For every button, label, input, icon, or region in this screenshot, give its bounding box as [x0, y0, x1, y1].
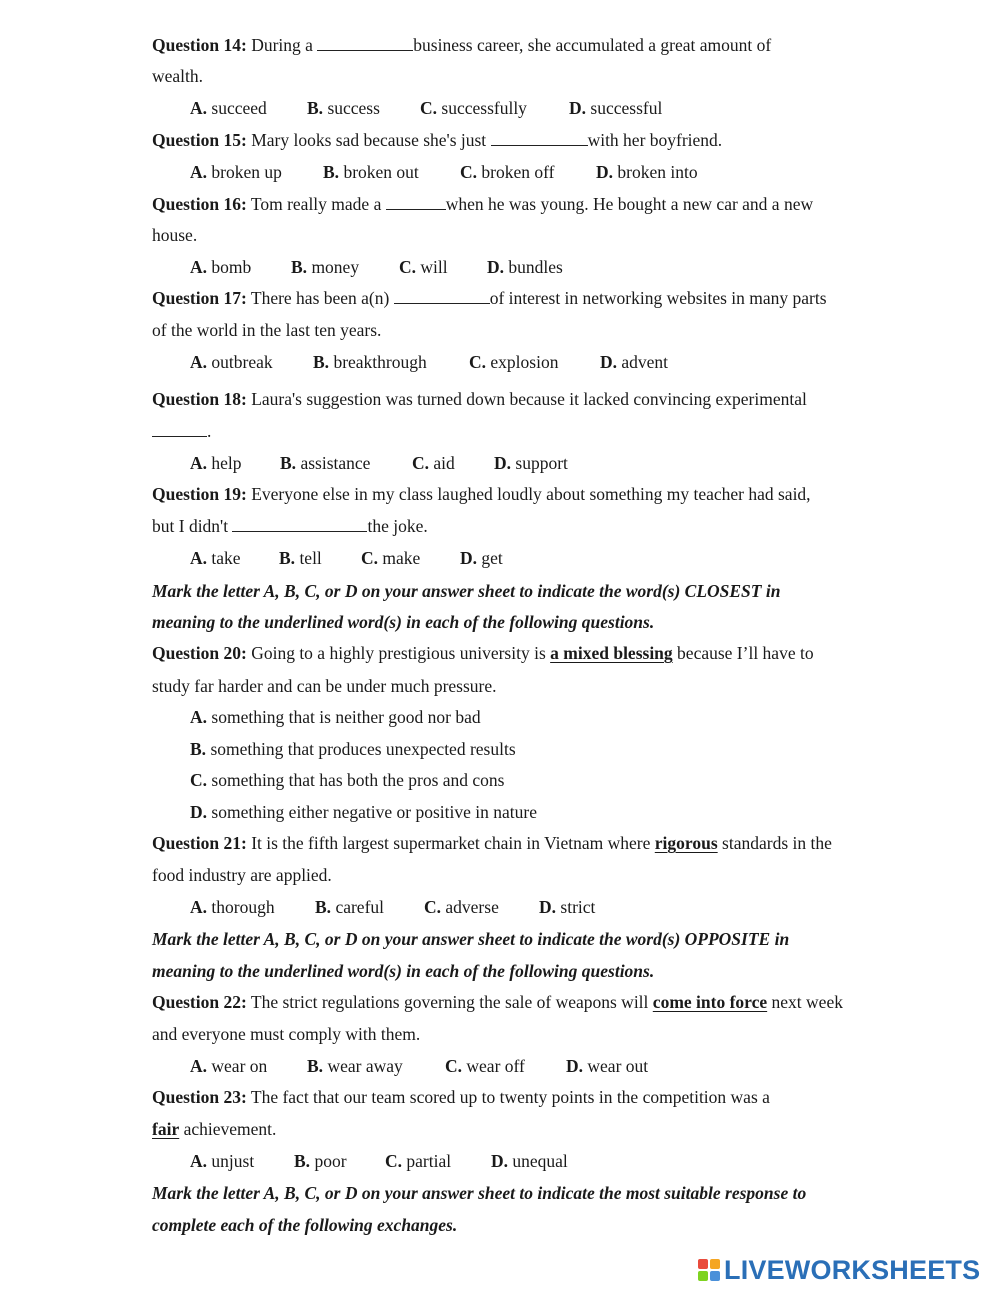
answer-blank[interactable] [386, 193, 446, 210]
question-21: Question 21: It is the fifth largest supermarket chain in Vietnam where rigorous standards in the [152, 833, 832, 853]
answer-blank[interactable] [152, 420, 207, 437]
option-d[interactable]: D. get [460, 548, 503, 568]
option-b[interactable]: B. money [291, 257, 360, 277]
option-b[interactable]: B. careful [315, 897, 385, 917]
liveworksheets-logo [698, 1255, 980, 1285]
option-b[interactable]: B. broken out [323, 162, 419, 182]
instruction-response-continued: complete each of the following exchanges. [152, 1215, 458, 1235]
option-d[interactable]: D. bundles [487, 257, 563, 277]
option-b[interactable]: B. something that produces unexpected results [190, 739, 516, 759]
option-c[interactable]: C. aid [412, 453, 455, 473]
question-22-continued: and everyone must comply with them. [152, 1024, 421, 1044]
question-23-continued: fair achievement. [152, 1119, 277, 1139]
question-label: Question 19: [152, 484, 247, 504]
underlined-phrase: come into force [652, 992, 768, 1012]
question-19-continued: but I didn't the joke. [152, 516, 428, 536]
option-a[interactable]: A. broken up [190, 162, 282, 182]
option-c[interactable]: C. successfully [420, 98, 527, 118]
option-a[interactable]: A. something that is neither good nor bad [190, 707, 481, 727]
option-b[interactable]: B. tell [279, 548, 322, 568]
option-d[interactable]: D. broken into [596, 162, 698, 182]
option-d[interactable]: D. strict [539, 897, 596, 917]
option-d[interactable]: D. successful [569, 98, 663, 118]
instruction-response: Mark the letter A, B, C, or D on your answer sheet to indicate the most suitable response to [152, 1183, 807, 1203]
question-18-continued: . [152, 420, 211, 442]
instruction-opposite: Mark the letter A, B, C, or D on your answer sheet to indicate the word(s) OPPOSITE in [152, 929, 790, 949]
logo-text: LIVEWORKSHEETS [724, 1254, 981, 1285]
option-d[interactable]: D. unequal [491, 1151, 568, 1171]
logo-mark-icon [698, 1259, 720, 1281]
question-15: Question 15: Mary looks sad because she's just with her boyfriend. [152, 130, 723, 150]
question-17-continued: of the world in the last ten years. [152, 320, 382, 340]
option-a[interactable]: A. take [190, 548, 241, 568]
question-label: Question 21: [152, 833, 247, 853]
option-b[interactable]: B. assistance [280, 453, 371, 473]
question-label: Question 16: [152, 194, 247, 214]
question-23: Question 23: The fact that our team scored up to twenty points in the competition was a [152, 1087, 770, 1107]
question-label: Question 20: [152, 643, 247, 663]
option-a[interactable]: A. succeed [190, 98, 267, 118]
option-c[interactable]: C. will [399, 257, 448, 277]
question-14: Question 14: During a business career, she accumulated a great amount of [152, 35, 772, 55]
option-a[interactable]: A. help [190, 453, 242, 473]
question-label: Question 17: [152, 288, 247, 308]
option-c[interactable]: C. broken off [460, 162, 555, 182]
answer-blank[interactable] [317, 34, 413, 51]
underlined-phrase: a mixed blessing [550, 643, 673, 663]
option-a[interactable]: A. outbreak [190, 352, 273, 372]
question-label: Question 15: [152, 130, 247, 150]
question-20-continued: study far harder and can be under much pressure. [152, 676, 497, 696]
option-d[interactable]: D. support [494, 453, 568, 473]
question-16-continued: house. [152, 225, 198, 245]
question-20: Question 20: Going to a highly prestigious university is a mixed blessing because I’ll have to [152, 643, 814, 663]
underlined-phrase: fair [152, 1119, 180, 1139]
option-b[interactable]: B. poor [294, 1151, 347, 1171]
question-14-continued: wealth. [152, 66, 204, 86]
answer-blank[interactable] [394, 287, 490, 304]
question-label: Question 22: [152, 992, 247, 1012]
option-a[interactable]: A. bomb [190, 257, 252, 277]
option-a[interactable]: A. unjust [190, 1151, 255, 1171]
instruction-opposite-continued: meaning to the underlined word(s) in each of the following questions. [152, 961, 655, 981]
answer-blank[interactable] [491, 129, 588, 146]
instruction-closest-continued: meaning to the underlined word(s) in each of the following questions. [152, 612, 655, 632]
option-c[interactable]: C. partial [385, 1151, 452, 1171]
question-label: Question 14: [152, 35, 247, 55]
question-18: Question 18: Laura's suggestion was turned down because it lacked convincing experimental [152, 389, 807, 409]
answer-blank[interactable] [232, 515, 367, 532]
question-label: Question 23: [152, 1087, 247, 1107]
option-c[interactable]: C. adverse [424, 897, 499, 917]
question-label: Question 18: [152, 389, 247, 409]
question-17: Question 17: There has been a(n) of interest in networking websites in many parts [152, 288, 827, 308]
option-d[interactable]: D. something either negative or positive in nature [190, 802, 537, 822]
question-22: Question 22: The strict regulations governing the sale of weapons will come into force next week [152, 992, 843, 1012]
question-19: Question 19: Everyone else in my class laughed loudly about something my teacher had said, [152, 484, 811, 504]
question-16: Question 16: Tom really made a when he was young. He bought a new car and a new [152, 194, 814, 214]
option-d[interactable]: D. wear out [566, 1056, 649, 1076]
option-c[interactable]: C. wear off [445, 1056, 525, 1076]
option-b[interactable]: B. success [307, 98, 380, 118]
question-21-continued: food industry are applied. [152, 865, 332, 885]
option-c[interactable]: C. make [361, 548, 421, 568]
option-a[interactable]: A. thorough [190, 897, 275, 917]
instruction-closest: Mark the letter A, B, C, or D on your answer sheet to indicate the word(s) CLOSEST in [152, 581, 781, 601]
option-a[interactable]: A. wear on [190, 1056, 268, 1076]
option-d[interactable]: D. advent [600, 352, 669, 372]
option-b[interactable]: B. wear away [307, 1056, 403, 1076]
underlined-phrase: rigorous [654, 833, 718, 853]
option-c[interactable]: C. explosion [469, 352, 559, 372]
option-c[interactable]: C. something that has both the pros and cons [190, 770, 505, 790]
option-b[interactable]: B. breakthrough [313, 352, 427, 372]
